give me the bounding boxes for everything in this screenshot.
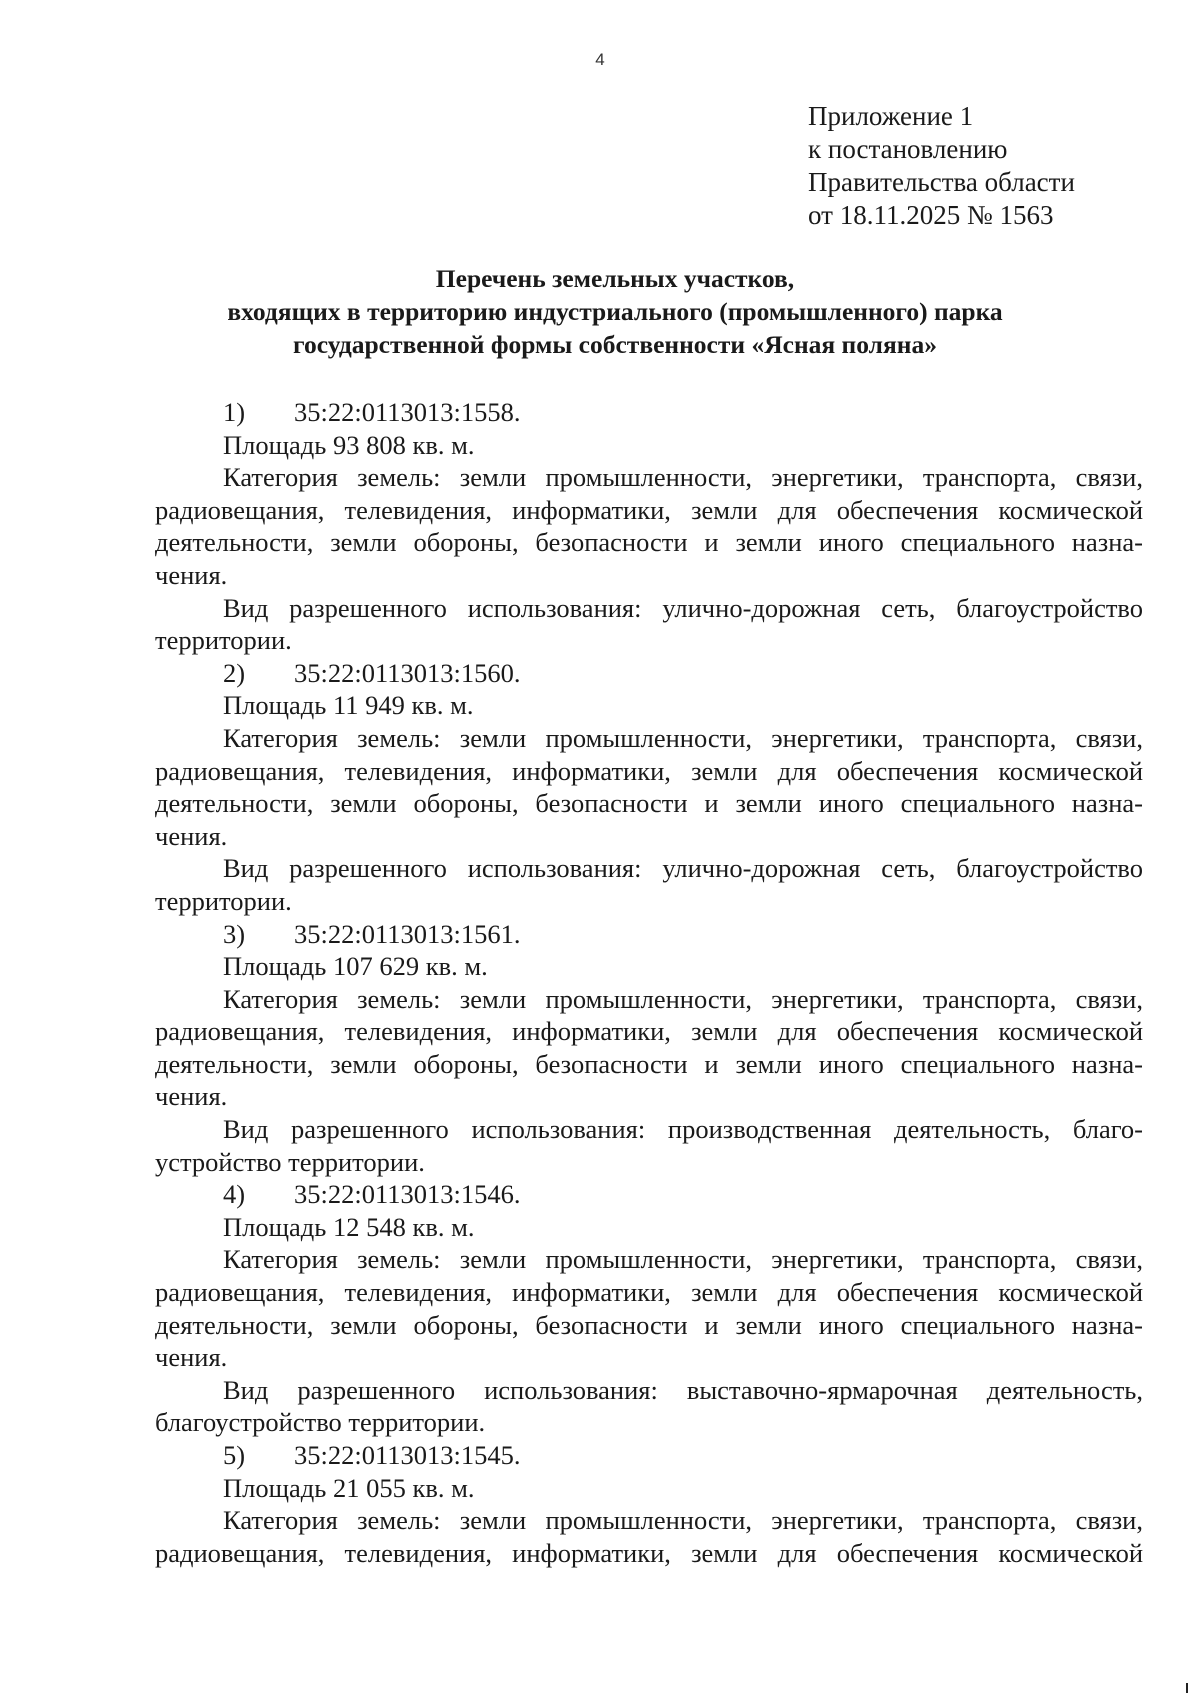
land-category-line: радиовещания, телевидения, информатики, земли для обеспечения космической [155,1016,1143,1047]
permitted-use-line: благоустройство территории. [155,1407,486,1438]
permitted-use-line: устройство территории. [155,1146,425,1177]
plot-number: 5) [223,1440,246,1470]
land-category-line: чения. [155,559,228,590]
permitted-use-line: территории. [155,625,292,656]
cadastral-number: 35:22:0113013:1546. [294,1179,521,1210]
title-line: государственной формы собственности «Ясная поляна» [293,330,937,359]
appendix-header [808,100,1075,232]
land-category-line: радиовещания, телевидения, информатики, земли для обеспечения космической [155,755,1143,786]
land-category-line: Категория земель: земли промышленности, энергетики, транспорта, связи, [223,1244,1143,1275]
permitted-use-line: Вид разрешенного использования: производственная деятельность, благо- [223,1114,1143,1145]
appendix-line: Правительства области [808,167,1075,197]
land-plot-item [155,657,1143,918]
plot-heading [155,396,1143,429]
land-category-line: чения. [155,820,228,851]
plot-heading [155,657,1143,690]
land-category-line: чения. [155,1342,228,1373]
plot-number: 4) [223,1179,246,1210]
permitted-use-line: территории. [155,885,292,916]
plot-heading [155,918,1143,951]
land-plot-item [155,1178,1143,1439]
land-category-line: чения. [155,1081,228,1112]
document-title [150,262,1080,361]
land-plot-item [155,918,1143,1179]
land-category-line: Категория земель: земли промышленности, энергетики, транспорта, связи, [223,722,1143,753]
land-category-line: деятельности, земли обороны, безопасности и земли иного специального назна- [155,1048,1143,1079]
appendix-line: Приложение 1 [808,101,974,131]
plot-heading [155,1439,1143,1472]
land-category-line: радиовещания, телевидения, информатики, земли для обеспечения космической [155,494,1143,525]
permitted-use-line: Вид разрешенного использования: улично-дорожная сеть, благоустройство [223,853,1143,884]
permitted-use-line: Вид разрешенного использования: выставочно-ярмарочная деятельность, [223,1374,1143,1405]
plot-number: 3) [223,918,246,949]
cadastral-number: 35:22:0113013:1560. [294,657,521,688]
cadastral-number: 35:22:0113013:1558. [294,397,521,427]
land-category-line: радиовещания, телевидения, информатики, земли для обеспечения космической [155,1277,1143,1308]
plot-heading [155,1178,1143,1211]
title-line: входящих в территорию индустриального (промышленного) парка [227,297,1003,326]
land-category-line: деятельности, земли обороны, безопасности и земли иного специального назна- [155,788,1143,819]
land-category-line: деятельности, земли обороны, безопасности и земли иного специального назна- [155,527,1143,558]
plot-number: 1) [223,397,246,427]
permitted-use-line: Вид разрешенного использования: улично-дорожная сеть, благоустройство [223,592,1143,623]
land-plot-item [155,1439,1143,1569]
cadastral-number: 35:22:0113013:1545. [294,1440,521,1470]
plot-area: Площадь 107 629 кв. м. [223,951,488,982]
land-category-line: деятельности, земли обороны, безопасности и земли иного специального назна- [155,1309,1143,1340]
land-category-line: Категория земель: земли промышленности, энергетики, транспорта, связи, [223,983,1143,1014]
land-plot-item [155,396,1143,657]
appendix-line: к постановлению [808,134,1008,164]
plot-number: 2) [223,657,246,688]
cadastral-number: 35:22:0113013:1561. [294,918,521,949]
appendix-line: от 18.11.2025 № 1563 [808,200,1054,230]
land-category-line: Категория земель: земли промышленности, энергетики, транспорта, связи, [223,462,1143,493]
plot-area: Площадь 93 808 кв. м. [223,429,475,460]
plot-area: Площадь 11 949 кв. м. [223,690,474,721]
land-category-line: радиовещания, телевидения, информатики, земли для обеспечения космической [155,1537,1143,1568]
scan-mark [1186,1683,1188,1693]
land-category-line: Категория земель: земли промышленности, энергетики, транспорта, связи, [223,1505,1143,1536]
page-number: 4 [595,50,605,69]
plot-area: Площадь 21 055 кв. м. [223,1472,475,1503]
plot-area: Площадь 12 548 кв. м. [223,1211,475,1242]
land-plot-list [155,396,1143,1569]
title-line: Перечень земельных участков, [435,264,795,293]
